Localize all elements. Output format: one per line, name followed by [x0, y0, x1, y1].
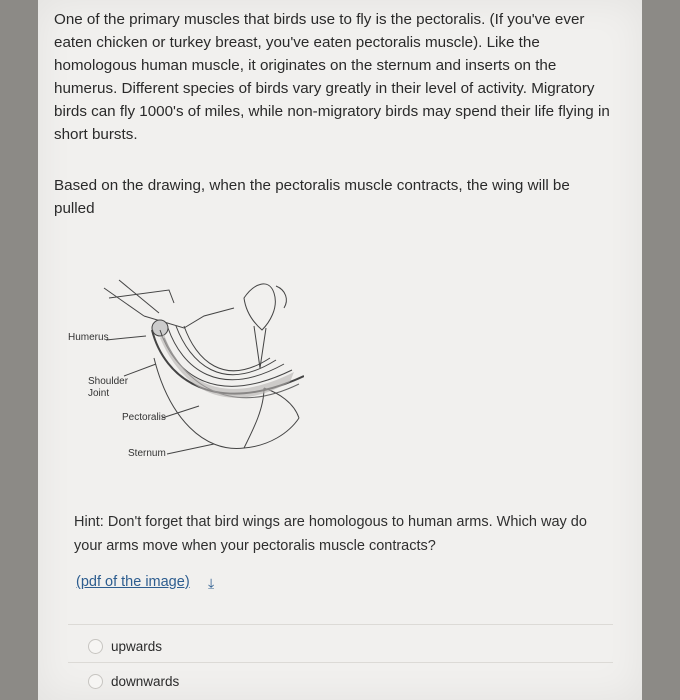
option-label: upwards	[111, 638, 163, 654]
label-humerus: Humerus	[68, 332, 109, 343]
bird-skeleton-drawing	[64, 268, 304, 468]
option-downwards[interactable]	[88, 669, 179, 693]
pdf-of-image-link[interactable]: (pdf of the image)	[76, 574, 190, 590]
question-intro-text: One of the primary muscles that birds use to fly is the pectoralis. (If you've ever eaten chicken or turkey breast, you've eaten pectoralis muscle). Like the homologous human muscle, it originates on the sternum and inserts on the humerus. Different species of birds vary greatly in their level of activity. Migratory birds can fly 1000's of miles, while non-migratory birds may spend their life flying in short bursts.	[54, 11, 610, 143]
option-label: downwards	[111, 673, 180, 689]
question-prompt: Based on the drawing, when the pectoralis muscle contracts, the wing will be pulled	[54, 177, 570, 217]
option-upwards[interactable]	[88, 634, 162, 658]
download-icon[interactable]: ⤓	[208, 575, 215, 591]
bird-anatomy-figure	[64, 268, 304, 468]
hint-text: Hint: Don't forget that bird wings are homologous to human arms. Which way do your arms move when your pectoralis muscle contracts?	[74, 514, 587, 554]
label-joint: Joint	[88, 388, 110, 399]
label-sternum: Sternum	[128, 448, 166, 459]
radio-upwards[interactable]	[88, 639, 103, 654]
question-card	[38, 0, 642, 700]
radio-downwards[interactable]	[88, 674, 103, 689]
divider	[68, 624, 613, 625]
label-shoulder: Shoulder	[88, 376, 129, 387]
divider	[68, 662, 613, 663]
label-pectoralis: Pectoralis	[122, 412, 166, 423]
